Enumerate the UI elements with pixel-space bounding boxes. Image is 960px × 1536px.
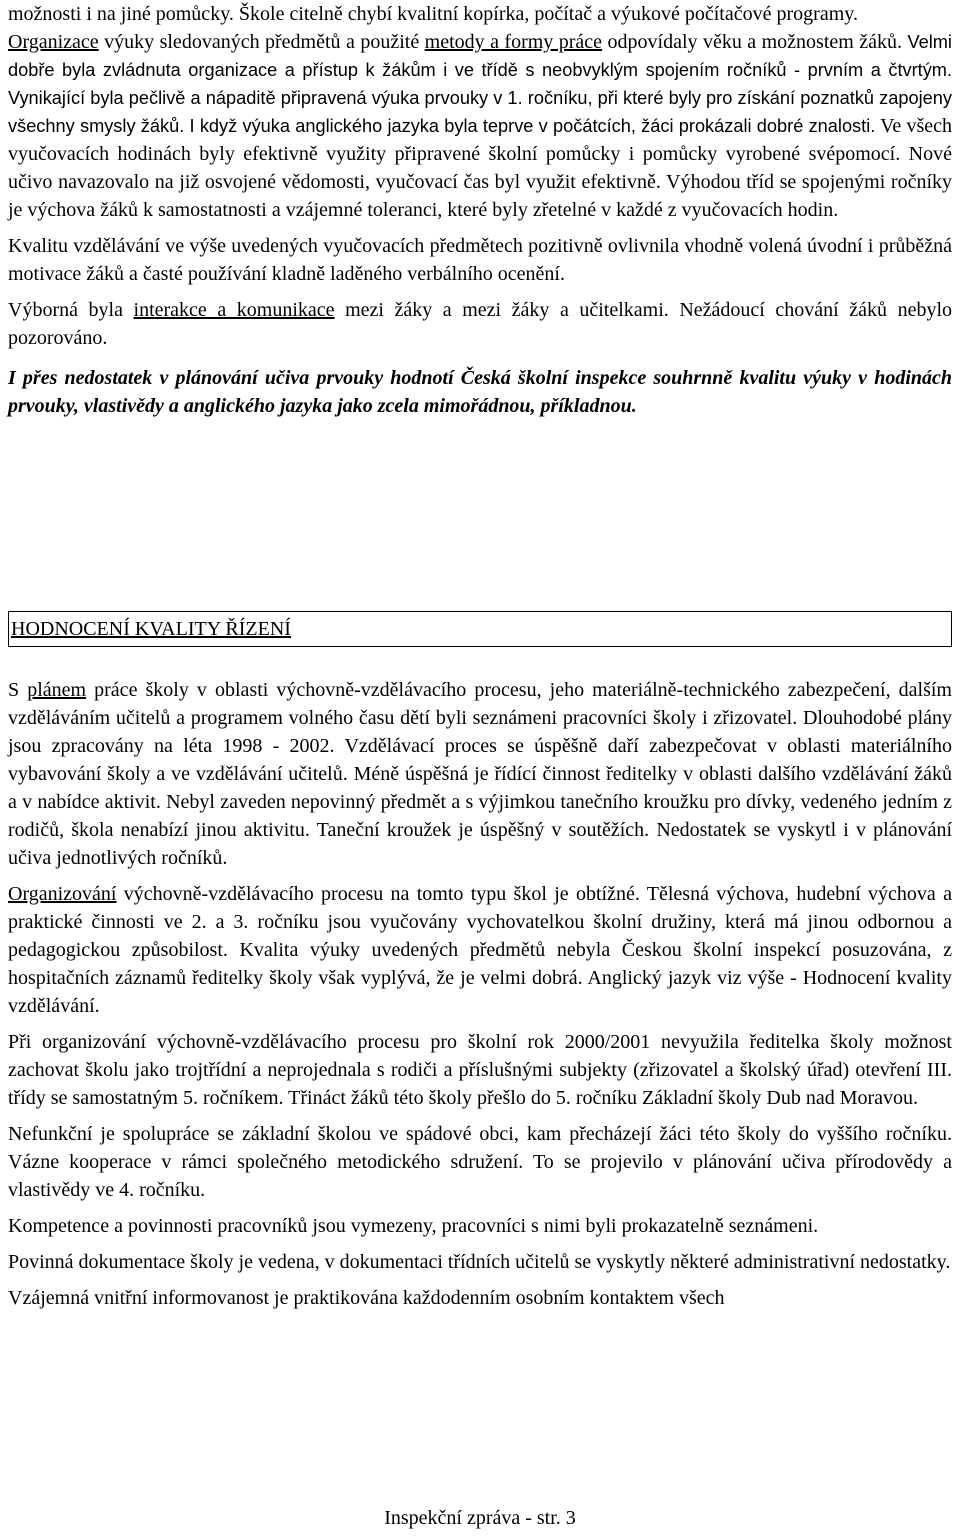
- section-teaching-quality: [8, 0, 952, 420]
- paragraph-aids: možnosti i na jiné pomůcky. Škole citelně chybí kvalitní kopírka, počítač a výukové počítačové programy.: [8, 3, 858, 25]
- section-management-quality: [8, 676, 952, 1312]
- term-organizace: Organizace: [8, 31, 99, 53]
- paragraph-plan: [8, 676, 952, 872]
- text-fragment: Ve všech vyučovacích hodinách byly efektivně využity připravené školní pomůcky i pomůcky vyrobené svépomocí. Nové učivo navazovalo na již osvojené vědomosti, vyučovací čas byl využit efektivně. Výhodou tříd se spojenými ročníky je výchova žáků k samostatnosti a vzájemné toleranci, které byly zřetelné v každé z vyučovacích hodin.: [8, 115, 952, 221]
- paragraph-organization: [8, 28, 952, 224]
- term-metody-formy: metody a formy práce: [424, 31, 603, 53]
- paragraph-competence: Kompetence a povinnosti pracovníků jsou vymezeny, pracovníci s nimi byli prokazatelně seznámeni.: [8, 1215, 819, 1237]
- term-interakce: interakce a komunikace: [133, 299, 335, 321]
- text-fragment: mezi žáky a mezi žáky a učitelkami. Nežádoucí chování žáků nebylo pozorováno.: [8, 299, 952, 349]
- text-fragment: Výborná byla: [8, 299, 134, 321]
- paragraph-organizovani: [8, 880, 952, 1020]
- paragraph-motivation: Kvalitu vzdělávání ve výše uvedených vyučovacích předmětech pozitivně ovlivnila vhodně volená úvodní i průběžná motivace žáků a časté používání kladně laděného verbálního ocenění.: [8, 235, 952, 285]
- paragraph-documentation: Povinná dokumentace školy je vedena, v dokumentaci třídních učitelů se vyskytly některé administrativní nedostatky.: [8, 1251, 951, 1273]
- paragraph-interaction: [8, 296, 952, 352]
- page-footer: Inspekční zpráva - str. 3: [384, 1507, 576, 1529]
- text-fragment: S: [8, 679, 28, 701]
- text-fragment: práce školy v oblasti výchovně-vzdělávacího procesu, jeho materiálně-technického zabezpečení, dalším vzděláváním učitelů a programem volného času dětí byli seznámeni pracovníci školy i zřizovatel. Dlouhodobé plány jsou zpracovány na léta 1998 - 2002. Vzdělávací proces se úspěšně daří zabezpečovat v oblasti materiálního vybavování školy a ve vzdělávání učitelů. Méně úspěšná je řídící činnost ředitelky v oblasti dalšího vzdělávání žáků a v nabídce aktivit. Nebyl zaveden nepovinný předmět a s výjimkou tanečního kroužku pro dívky, vedeného jedním z rodičů, škola nenabízí jinou aktivitu. Taneční kroužek je úspěšný v soutěžích. Nedostatek se vyskytl i v plánování učiva jednotlivých ročníků.: [8, 679, 952, 869]
- section-heading: HODNOCENÍ KVALITY ŘÍZENÍ: [11, 618, 291, 640]
- section-heading-box: [8, 611, 952, 647]
- term-planem: plánem: [27, 679, 87, 701]
- paragraph-school-year: Při organizování výchovně-vzdělávacího procesu pro školní rok 2000/2001 nevyužila ředitelka školy možnost zachovat školu jako trojtřídní a neprojednala s rodiči a příslušnými subjekty (zřizovatel a školský úřad) otevření III. třídy se samostatným 5. ročníkem. Třináct žáků této školy přešlo do 5. ročníku Základní školy Dub nad Moravou.: [8, 1031, 952, 1109]
- text-fragment: výchovně-vzdělávacího procesu na tomto typu škol je obtížné. Tělesná výchova, hudební výchova a praktické činnosti ve 2. a 3. ročníku jsou vyučovány vychovatelkou školní družiny, která má jinou odbornou a pedagogickou způsobilost. Kvalita výuky uvedených předmětů nebyla Českou školní inspekcí posuzována, z hospitačních záznamů ředitelky školy však vyplývá, že je velmi dobrá. Anglický jazyk viz výše - Hodnocení kvality vzdělávání.: [8, 883, 952, 1017]
- term-organizovani: Organizování: [8, 883, 117, 905]
- text-fragment: odpovídaly věku a možnostem žáků.: [602, 31, 908, 53]
- text-fragment-sans: Velmi dobře byla zvládnuta organizace a přístup k žákům i ve třídě s neobvyklým spojením ročníků - prvním a čtvrtým. Vynikající byla pečlivě a nápaditě připravená výuka prvouky v 1. ročníku, při které byly pro získání poznatků zapojeny všechny smysly žáků. I když výuka anglického jazyka byla teprve v počátcích, žáci prokázali dobré znalosti.: [8, 32, 952, 136]
- document-page: [8, 0, 952, 1309]
- paragraph-cooperation: Nefunkční je spolupráce se základní školou ve spádové obci, kam přecházejí žáci této školy do vyššího ročníku. Vázne kooperace v rámci společného metodického sdružení. To se projevilo v plánování učiva přírodovědy a vlastivědy ve 4. ročníku.: [8, 1123, 952, 1201]
- conclusion-statement: I přes nedostatek v plánování učiva prvouky hodnotí Česká školní inspekce souhrnně kvalitu výuky v hodinách prvouky, vlastivědy a anglického jazyka jako zcela mimořádnou, příkladnou.: [8, 367, 952, 417]
- paragraph-communication: Vzájemná vnitřní informovanost je praktikována každodenním osobním kontaktem všech: [8, 1287, 725, 1309]
- text-fragment: výuky sledovaných předmětů a použité: [98, 31, 425, 53]
